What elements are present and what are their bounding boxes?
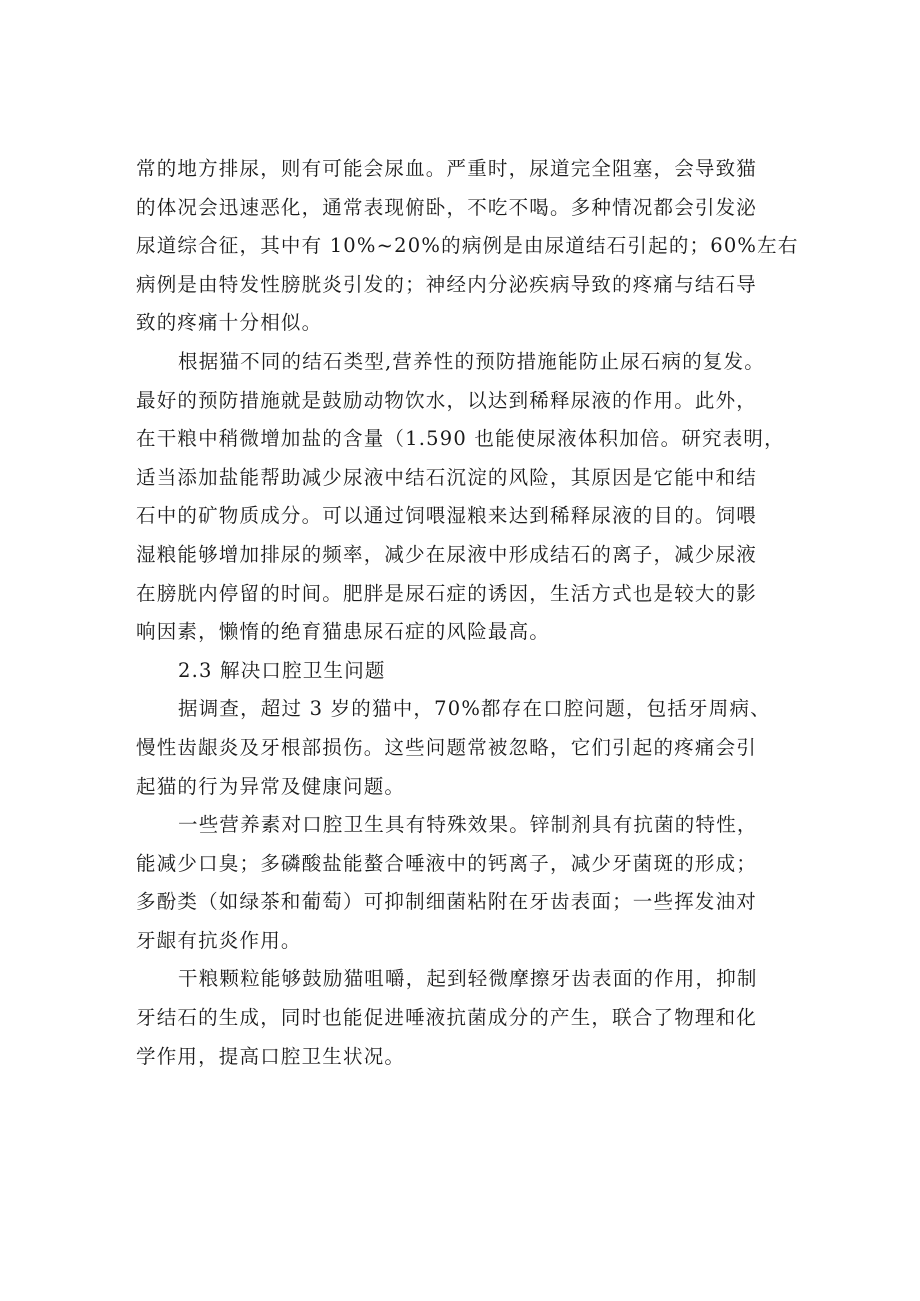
text-line: 常的地方排尿，则有可能会尿血。严重时，尿道完全阻塞，会导致猫 [136, 157, 758, 180]
text-line: 最好的预防措施就是鼓励动物饮水，以达到稀释尿液的作用。此外， [136, 388, 758, 412]
paragraph [136, 343, 786, 652]
paragraph [136, 150, 799, 343]
text-line: 致的疼痛十分相似。 [136, 311, 323, 335]
text-line: 牙龈有抗炎作用。 [136, 928, 302, 952]
text-line: 能减少口臭；多磷酸盐能螯合唾液中的钙离子，减少牙菌斑的形成； [136, 851, 758, 875]
text-line: 起猫的行为异常及健康问题。 [136, 774, 406, 798]
text-line: 据调查，超过 3 岁的猫中，70%都存在口腔问题，包括牙周病、 [178, 697, 771, 721]
text-line: 尿道综合征，其中有 10%~20%的病例是由尿道结石引起的；60%左右 [136, 234, 799, 258]
paragraph [136, 960, 786, 1076]
text-line: 适当添加盐能帮助减少尿液中结石沉淀的风险，其原因是它能中和结 [136, 465, 758, 489]
text-line: 的体况会迅速恶化，通常表现俯卧，不吃不喝。多种情况都会引发泌 [136, 195, 758, 219]
text-line: 多酚类（如绿茶和葡萄）可抑制细菌粘附在牙齿表面；一些挥发油对 [136, 890, 758, 914]
text-line: 一些营养素对口腔卫生具有特殊效果。锌制剂具有抗菌的特性， [178, 813, 758, 837]
text-line: 学作用，提高口腔卫生状况。 [136, 1044, 406, 1068]
text-line: 在干粮中稍微增加盐的含量（1.590 也能使尿液体积加倍。研究表明， [136, 427, 785, 451]
text-line: 牙结石的生成，同时也能促进唾液抗菌成分的产生，联合了物理和化 [136, 1006, 758, 1030]
text-line: 干粮颗粒能够鼓励猫咀嚼，起到轻微摩擦牙齿表面的作用，抑制 [178, 967, 758, 991]
text-line: 2.3 解决口腔卫生问题 [178, 658, 386, 682]
text-line: 石中的矿物质成分。可以通过饲喂湿粮来达到稀释尿液的目的。饲喂 [136, 504, 758, 528]
text-line: 根据猫不同的结石类型,营养性的预防措施能防止尿石病的复发。 [178, 349, 765, 373]
text-line: 湿粮能够增加排尿的频率，减少在尿液中形成结石的离子，减少尿液 [136, 542, 758, 566]
text-line: 病例是由特发性膀胱炎引发的；神经内分泌疾病导致的疼痛与结石导 [136, 272, 758, 296]
text-line: 在膀胱内停留的时间。肥胖是尿石症的诱因，生活方式也是较大的影 [136, 581, 758, 605]
text-line: 慢性齿龈炎及牙根部损伤。这些问题常被忽略，它们引起的疼痛会引 [136, 735, 758, 759]
section-heading [136, 652, 786, 691]
paragraph [136, 806, 786, 960]
document-body [136, 150, 799, 1076]
text-line: 响因素，懒惰的绝育猫患尿石症的风险最高。 [136, 620, 551, 644]
paragraph [136, 690, 786, 806]
